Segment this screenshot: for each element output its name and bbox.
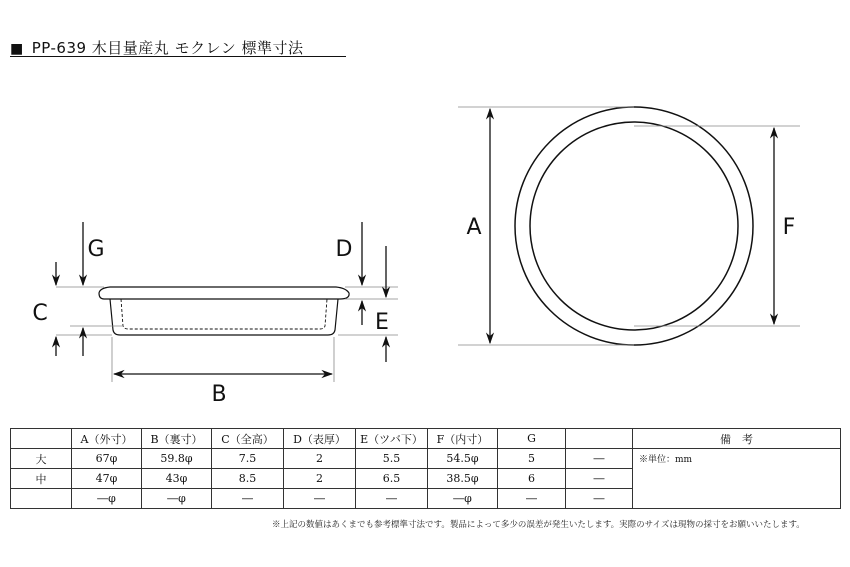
table-cell: ― [566, 489, 633, 509]
side-profile [99, 287, 349, 299]
side-body [110, 299, 338, 335]
label-d: D [335, 237, 353, 262]
dimension-table [10, 428, 841, 509]
table-cell: 59.8φ [142, 449, 212, 469]
title-text: PP-639 木目量産丸 モクレン 標準寸法 [31, 39, 304, 57]
table-cell: 中 [11, 469, 72, 489]
table-cell: ― [356, 489, 428, 509]
table-cell: ―φ [72, 489, 142, 509]
table-cell: ― [566, 469, 633, 489]
header-cell: A（外寸） [72, 429, 142, 449]
label-f: F [782, 215, 796, 240]
header-cell: E（ツバ下） [356, 429, 428, 449]
header-cell: B（裏寸） [142, 429, 212, 449]
header-cell: F（内寸） [428, 429, 498, 449]
table-cell: 43φ [142, 469, 212, 489]
notes-cell: ※単位：mm [633, 449, 841, 509]
table-cell: 5 [498, 449, 566, 469]
table-cell: 54.5φ [428, 449, 498, 469]
table-cell: ― [566, 449, 633, 469]
label-a: A [466, 215, 482, 240]
header-cell: C（全高） [212, 429, 284, 449]
table-cell: 5.5 [356, 449, 428, 469]
header-cell: 備 考 [633, 429, 841, 449]
label-c: C [32, 301, 48, 326]
label-e: E [375, 310, 389, 335]
table-cell: 47φ [72, 469, 142, 489]
table-cell: 6 [498, 469, 566, 489]
header-cell: D（表厚） [284, 429, 356, 449]
inner-ring [530, 122, 738, 330]
title-marker: ■ [10, 41, 24, 57]
header-cell [566, 429, 633, 449]
label-g: G [87, 237, 105, 262]
table-cell: ―φ [428, 489, 498, 509]
table-cell: 2 [284, 449, 356, 469]
table-row [11, 449, 841, 469]
table-cell: 2 [284, 469, 356, 489]
footnote: ※上記の数値はあくまでも参考標準寸法です。製品によって多少の誤差が発生いたします。実際のサイズは現物の採寸をお願いいたします。 [272, 520, 805, 530]
table-cell: 8.5 [212, 469, 284, 489]
table-cell: ― [498, 489, 566, 509]
outer-ring [515, 107, 753, 345]
table-header-row [11, 429, 841, 449]
table-cell [11, 489, 72, 509]
label-b: B [211, 382, 227, 407]
table-cell: 大 [11, 449, 72, 469]
table-cell: 7.5 [212, 449, 284, 469]
table-cell: ― [212, 489, 284, 509]
top-view [458, 107, 800, 345]
table-cell: 38.5φ [428, 469, 498, 489]
table-cell: 67φ [72, 449, 142, 469]
table-cell: ― [284, 489, 356, 509]
header-cell [11, 429, 72, 449]
side-inner-dashed [121, 299, 327, 329]
table-cell: ―φ [142, 489, 212, 509]
table-cell: 6.5 [356, 469, 428, 489]
header-cell: G [498, 429, 566, 449]
